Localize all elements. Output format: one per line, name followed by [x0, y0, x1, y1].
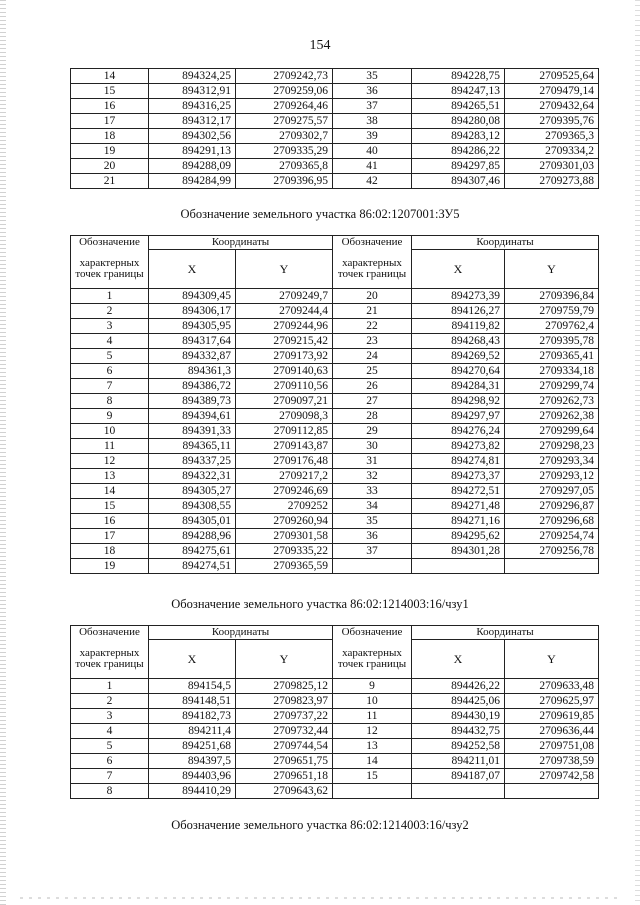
table-row [71, 769, 599, 784]
y-coordinate-left: 2709744,54 [236, 739, 333, 754]
header-designation-right: Обозначение [333, 626, 412, 640]
y-coordinate-right: 2709293,12 [505, 469, 599, 484]
y-coordinate-left: 2709098,3 [236, 409, 333, 424]
x-coordinate-right: 894307,46 [412, 174, 505, 189]
x-coordinate-left: 894394,61 [149, 409, 236, 424]
point-number-left: 6 [71, 364, 149, 379]
x-coordinate-left: 894312,91 [149, 84, 236, 99]
y-coordinate-left: 2709396,95 [236, 174, 333, 189]
point-number-right: 15 [333, 769, 412, 784]
y-coordinate-left: 2709335,22 [236, 544, 333, 559]
table-row [71, 144, 599, 159]
x-coordinate-right: 894273,37 [412, 469, 505, 484]
x-coordinate-right [412, 784, 505, 799]
x-coordinate-right: 894297,97 [412, 409, 505, 424]
y-coordinate-right: 2709254,74 [505, 529, 599, 544]
table-row [71, 724, 599, 739]
table-row [71, 334, 599, 349]
y-coordinate-right: 2709751,08 [505, 739, 599, 754]
x-coordinate-left: 894316,25 [149, 99, 236, 114]
point-number-left: 20 [71, 159, 149, 174]
table-row [71, 739, 599, 754]
x-coordinate-left: 894332,87 [149, 349, 236, 364]
header-designation-sub-right: характерных точек границы [333, 640, 412, 679]
y-coordinate-right: 2709742,58 [505, 769, 599, 784]
x-coordinate-right: 894280,08 [412, 114, 505, 129]
point-number-right: 10 [333, 694, 412, 709]
y-coordinate-left: 2709365,8 [236, 159, 333, 174]
y-coordinate-left: 2709097,21 [236, 394, 333, 409]
point-number-right: 38 [333, 114, 412, 129]
table-row [71, 159, 599, 174]
table-row [71, 454, 599, 469]
point-number-left: 8 [71, 784, 149, 799]
y-coordinate-left: 2709823,97 [236, 694, 333, 709]
y-coordinate-left: 2709302,7 [236, 129, 333, 144]
y-coordinate-right: 2709273,88 [505, 174, 599, 189]
x-coordinate-right [412, 559, 505, 574]
header-x-left: X [149, 640, 236, 679]
point-number-left: 6 [71, 754, 149, 769]
x-coordinate-right: 894297,85 [412, 159, 505, 174]
point-number-right: 40 [333, 144, 412, 159]
x-coordinate-left: 894284,99 [149, 174, 236, 189]
point-number-left: 21 [71, 174, 149, 189]
point-number-left: 5 [71, 349, 149, 364]
header-y-left: Y [236, 640, 333, 679]
table-row [71, 349, 599, 364]
x-coordinate-right: 894271,16 [412, 514, 505, 529]
x-coordinate-left: 894302,56 [149, 129, 236, 144]
header-x-left: X [149, 250, 236, 289]
y-coordinate-left: 2709249,7 [236, 289, 333, 304]
x-coordinate-right: 894301,28 [412, 544, 505, 559]
coordinates-table-zu5 [70, 235, 599, 574]
point-number-right: 42 [333, 174, 412, 189]
x-coordinate-right: 894272,51 [412, 484, 505, 499]
point-number-right: 36 [333, 84, 412, 99]
y-coordinate-right: 2709625,97 [505, 694, 599, 709]
table-row [71, 69, 599, 84]
header-designation-left: Обозначение [71, 626, 149, 640]
y-coordinate-right: 2709479,14 [505, 84, 599, 99]
x-coordinate-left: 894365,11 [149, 439, 236, 454]
x-coordinate-left: 894391,33 [149, 424, 236, 439]
x-coordinate-left: 894182,73 [149, 709, 236, 724]
y-coordinate-left: 2709264,46 [236, 99, 333, 114]
point-number-left: 16 [71, 99, 149, 114]
coordinates-table-continuation [70, 68, 599, 189]
table-row [71, 499, 599, 514]
table-row [71, 544, 599, 559]
point-number-right: 21 [333, 304, 412, 319]
x-coordinate-right: 894295,62 [412, 529, 505, 544]
section-heading-chzu1: Обозначение земельного участка 86:02:1214003:16/чзу1 [171, 597, 469, 611]
y-coordinate-right: 2709299,64 [505, 424, 599, 439]
header-designation-left: Обозначение [71, 236, 149, 250]
x-coordinate-left: 894211,4 [149, 724, 236, 739]
x-coordinate-right: 894211,01 [412, 754, 505, 769]
point-number-right [333, 559, 412, 574]
y-coordinate-right: 2709298,23 [505, 439, 599, 454]
y-coordinate-right: 2709738,59 [505, 754, 599, 769]
header-designation-sub-right: характерных точек границы [333, 250, 412, 289]
point-number-left: 14 [71, 69, 149, 84]
table-row [71, 709, 599, 724]
y-coordinate-left: 2709732,44 [236, 724, 333, 739]
point-number-right [333, 784, 412, 799]
point-number-left: 10 [71, 424, 149, 439]
header-x-right: X [412, 250, 505, 289]
y-coordinate-left: 2709252 [236, 499, 333, 514]
y-coordinate-left: 2709217,2 [236, 469, 333, 484]
point-number-right: 22 [333, 319, 412, 334]
table-row [71, 304, 599, 319]
table-row [71, 514, 599, 529]
point-number-right: 41 [333, 159, 412, 174]
point-number-right: 34 [333, 499, 412, 514]
point-number-right: 33 [333, 484, 412, 499]
x-coordinate-right: 894252,58 [412, 739, 505, 754]
x-coordinate-right: 894286,22 [412, 144, 505, 159]
point-number-right: 28 [333, 409, 412, 424]
table-row [71, 99, 599, 114]
x-coordinate-left: 894288,96 [149, 529, 236, 544]
x-coordinate-left: 894305,01 [149, 514, 236, 529]
point-number-right: 39 [333, 129, 412, 144]
y-coordinate-right: 2709262,73 [505, 394, 599, 409]
y-coordinate-right: 2709296,87 [505, 499, 599, 514]
x-coordinate-right: 894273,82 [412, 439, 505, 454]
point-number-right: 36 [333, 529, 412, 544]
y-coordinate-right: 2709296,68 [505, 514, 599, 529]
x-coordinate-left: 894312,17 [149, 114, 236, 129]
point-number-right: 20 [333, 289, 412, 304]
point-number-right: 31 [333, 454, 412, 469]
point-number-left: 16 [71, 514, 149, 529]
coordinates-table-chzu1 [70, 625, 599, 799]
point-number-left: 3 [71, 319, 149, 334]
x-coordinate-right: 894268,43 [412, 334, 505, 349]
x-coordinate-right: 894284,31 [412, 379, 505, 394]
x-coordinate-right: 894273,39 [412, 289, 505, 304]
table-row [71, 84, 599, 99]
x-coordinate-left: 894154,5 [149, 679, 236, 694]
y-coordinate-right: 2709365,41 [505, 349, 599, 364]
point-number-left: 19 [71, 559, 149, 574]
x-coordinate-left: 894275,61 [149, 544, 236, 559]
x-coordinate-left: 894337,25 [149, 454, 236, 469]
y-coordinate-left: 2709143,87 [236, 439, 333, 454]
x-coordinate-left: 894317,64 [149, 334, 236, 349]
point-number-left: 15 [71, 84, 149, 99]
point-number-right: 35 [333, 69, 412, 84]
x-coordinate-left: 894305,95 [149, 319, 236, 334]
point-number-left: 2 [71, 304, 149, 319]
point-number-right: 26 [333, 379, 412, 394]
table-row [71, 174, 599, 189]
point-number-right: 13 [333, 739, 412, 754]
point-number-right: 9 [333, 679, 412, 694]
y-coordinate-right: 2709619,85 [505, 709, 599, 724]
table-row [71, 114, 599, 129]
x-coordinate-right: 894298,92 [412, 394, 505, 409]
table-row [71, 529, 599, 544]
table-row [71, 129, 599, 144]
x-coordinate-left: 894274,51 [149, 559, 236, 574]
table-row [71, 679, 599, 694]
point-number-right: 37 [333, 99, 412, 114]
y-coordinate-right: 2709297,05 [505, 484, 599, 499]
y-coordinate-right: 2709395,78 [505, 334, 599, 349]
point-number-left: 1 [71, 289, 149, 304]
y-coordinate-right: 2709299,74 [505, 379, 599, 394]
point-number-left: 8 [71, 394, 149, 409]
y-coordinate-right: 2709293,34 [505, 454, 599, 469]
y-coordinate-right: 2709396,84 [505, 289, 599, 304]
x-coordinate-right: 894271,48 [412, 499, 505, 514]
y-coordinate-left: 2709244,4 [236, 304, 333, 319]
x-coordinate-left: 894397,5 [149, 754, 236, 769]
point-number-left: 15 [71, 499, 149, 514]
header-y-right: Y [505, 640, 599, 679]
y-coordinate-right [505, 784, 599, 799]
y-coordinate-left: 2709173,92 [236, 349, 333, 364]
x-coordinate-right: 894265,51 [412, 99, 505, 114]
x-coordinate-left: 894324,25 [149, 69, 236, 84]
table-row [71, 694, 599, 709]
y-coordinate-right: 2709759,79 [505, 304, 599, 319]
point-number-right: 32 [333, 469, 412, 484]
y-coordinate-right: 2709256,78 [505, 544, 599, 559]
x-coordinate-right: 894274,81 [412, 454, 505, 469]
point-number-right: 23 [333, 334, 412, 349]
point-number-left: 4 [71, 724, 149, 739]
scan-edge-left [0, 0, 6, 905]
x-coordinate-right: 894430,19 [412, 709, 505, 724]
y-coordinate-left: 2709737,22 [236, 709, 333, 724]
point-number-left: 7 [71, 379, 149, 394]
point-number-left: 19 [71, 144, 149, 159]
y-coordinate-left: 2709140,63 [236, 364, 333, 379]
x-coordinate-left: 894288,09 [149, 159, 236, 174]
point-number-right: 37 [333, 544, 412, 559]
scan-edge-right [635, 0, 640, 905]
point-number-right: 29 [333, 424, 412, 439]
x-coordinate-left: 894410,29 [149, 784, 236, 799]
x-coordinate-right: 894247,13 [412, 84, 505, 99]
table-row [71, 289, 599, 304]
x-coordinate-right: 894187,07 [412, 769, 505, 784]
y-coordinate-left: 2709215,42 [236, 334, 333, 349]
point-number-left: 18 [71, 129, 149, 144]
table-row [71, 784, 599, 799]
y-coordinate-left: 2709244,96 [236, 319, 333, 334]
section-heading-chzu2: Обозначение земельного участка 86:02:1214003:16/чзу2 [171, 818, 469, 832]
y-coordinate-right: 2709525,64 [505, 69, 599, 84]
x-coordinate-right: 894119,82 [412, 319, 505, 334]
x-coordinate-left: 894361,3 [149, 364, 236, 379]
header-coordinates-left: Координаты [149, 626, 333, 640]
point-number-right: 24 [333, 349, 412, 364]
y-coordinate-left: 2709176,48 [236, 454, 333, 469]
header-designation-right: Обозначение [333, 236, 412, 250]
point-number-left: 17 [71, 529, 149, 544]
y-coordinate-left: 2709259,06 [236, 84, 333, 99]
table-row [71, 469, 599, 484]
x-coordinate-left: 894309,45 [149, 289, 236, 304]
point-number-left: 14 [71, 484, 149, 499]
table-row [71, 409, 599, 424]
x-coordinate-left: 894148,51 [149, 694, 236, 709]
y-coordinate-left: 2709301,58 [236, 529, 333, 544]
table-row [71, 424, 599, 439]
header-coordinates-left: Координаты [149, 236, 333, 250]
point-number-right: 12 [333, 724, 412, 739]
x-coordinate-left: 894322,31 [149, 469, 236, 484]
point-number-right: 35 [333, 514, 412, 529]
y-coordinate-right: 2709636,44 [505, 724, 599, 739]
point-number-left: 7 [71, 769, 149, 784]
x-coordinate-left: 894403,96 [149, 769, 236, 784]
x-coordinate-left: 894389,73 [149, 394, 236, 409]
point-number-left: 17 [71, 114, 149, 129]
point-number-right: 30 [333, 439, 412, 454]
x-coordinate-right: 894126,27 [412, 304, 505, 319]
y-coordinate-right: 2709262,38 [505, 409, 599, 424]
point-number-left: 18 [71, 544, 149, 559]
header-designation-sub-left: характерных точек границы [71, 640, 149, 679]
table-body [71, 679, 599, 799]
x-coordinate-right: 894426,22 [412, 679, 505, 694]
y-coordinate-left: 2709651,75 [236, 754, 333, 769]
y-coordinate-left: 2709335,29 [236, 144, 333, 159]
header-coordinates-right: Координаты [412, 236, 599, 250]
header-coordinates-right: Координаты [412, 626, 599, 640]
point-number-right: 14 [333, 754, 412, 769]
y-coordinate-left: 2709112,85 [236, 424, 333, 439]
point-number-left: 5 [71, 739, 149, 754]
table-row [71, 559, 599, 574]
x-coordinate-right: 894270,64 [412, 364, 505, 379]
point-number-left: 2 [71, 694, 149, 709]
y-coordinate-right: 2709334,18 [505, 364, 599, 379]
y-coordinate-right: 2709432,64 [505, 99, 599, 114]
point-number-left: 1 [71, 679, 149, 694]
y-coordinate-left: 2709260,94 [236, 514, 333, 529]
scan-bottom-edge [20, 897, 620, 899]
table-row [71, 754, 599, 769]
y-coordinate-left: 2709275,57 [236, 114, 333, 129]
point-number-right: 27 [333, 394, 412, 409]
table-row [71, 379, 599, 394]
y-coordinate-left: 2709246,69 [236, 484, 333, 499]
x-coordinate-left: 894251,68 [149, 739, 236, 754]
header-designation-sub-left: характерных точек границы [71, 250, 149, 289]
x-coordinate-left: 894305,27 [149, 484, 236, 499]
y-coordinate-left: 2709651,18 [236, 769, 333, 784]
x-coordinate-left: 894386,72 [149, 379, 236, 394]
point-number-left: 13 [71, 469, 149, 484]
x-coordinate-right: 894276,24 [412, 424, 505, 439]
table-row [71, 364, 599, 379]
table-row [71, 484, 599, 499]
x-coordinate-right: 894432,75 [412, 724, 505, 739]
y-coordinate-right: 2709762,4 [505, 319, 599, 334]
table-body [71, 289, 599, 574]
header-y-right: Y [505, 250, 599, 289]
y-coordinate-right: 2709395,76 [505, 114, 599, 129]
point-number-left: 11 [71, 439, 149, 454]
point-number-right: 11 [333, 709, 412, 724]
x-coordinate-right: 894425,06 [412, 694, 505, 709]
y-coordinate-right: 2709633,48 [505, 679, 599, 694]
point-number-left: 4 [71, 334, 149, 349]
section-heading-zu5: Обозначение земельного участка 86:02:1207001:ЗУ5 [180, 207, 460, 221]
point-number-right: 25 [333, 364, 412, 379]
y-coordinate-left: 2709643,62 [236, 784, 333, 799]
y-coordinate-right [505, 559, 599, 574]
x-coordinate-right: 894228,75 [412, 69, 505, 84]
x-coordinate-left: 894308,55 [149, 499, 236, 514]
point-number-left: 3 [71, 709, 149, 724]
y-coordinate-left: 2709110,56 [236, 379, 333, 394]
y-coordinate-right: 2709365,3 [505, 129, 599, 144]
point-number-left: 12 [71, 454, 149, 469]
header-x-right: X [412, 640, 505, 679]
table-row [71, 439, 599, 454]
x-coordinate-left: 894306,17 [149, 304, 236, 319]
x-coordinate-right: 894283,12 [412, 129, 505, 144]
table-row [71, 394, 599, 409]
point-number-left: 9 [71, 409, 149, 424]
x-coordinate-left: 894291,13 [149, 144, 236, 159]
x-coordinate-right: 894269,52 [412, 349, 505, 364]
y-coordinate-left: 2709825,12 [236, 679, 333, 694]
table-body [71, 69, 599, 189]
header-y-left: Y [236, 250, 333, 289]
y-coordinate-right: 2709301,03 [505, 159, 599, 174]
y-coordinate-left: 2709242,73 [236, 69, 333, 84]
page-number: 154 [309, 38, 331, 53]
table-row [71, 319, 599, 334]
y-coordinate-left: 2709365,59 [236, 559, 333, 574]
y-coordinate-right: 2709334,2 [505, 144, 599, 159]
